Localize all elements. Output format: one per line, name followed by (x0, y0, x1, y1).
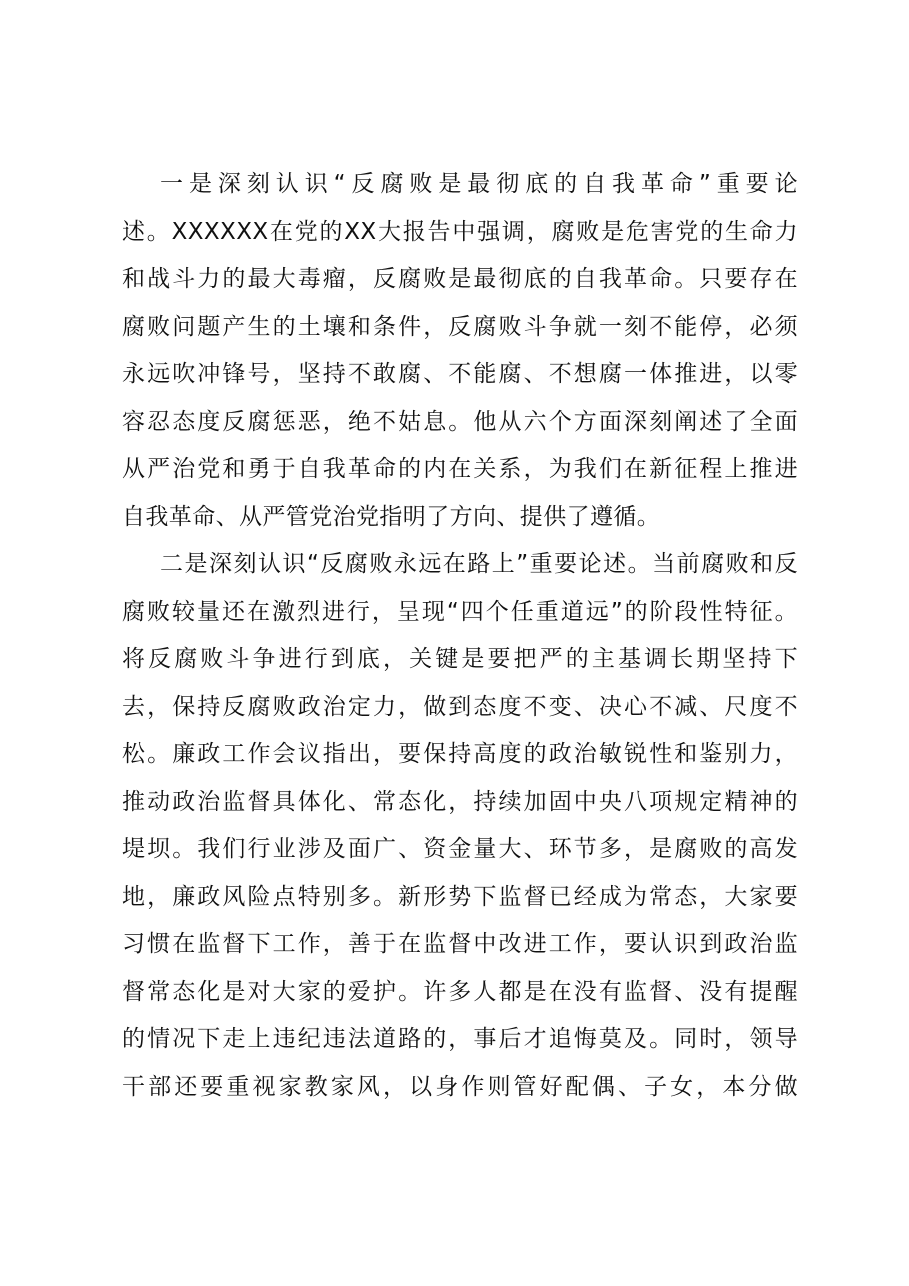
paragraph-line: 腐败较量还在激烈进行，呈现“四个任重道远”的阶段性特征。 (122, 598, 798, 625)
paragraph-line: 从严治党和勇于自我革命的内在关系，为我们在新征程上推进 (122, 456, 798, 482)
paragraph-line: 容忍态度反腐惩恶，绝不姑息。他从六个方面深刻阐述了全面 (122, 408, 798, 435)
paragraph-line: 习惯在监督下工作，善于在监督中改进工作，要认识到政治监 (122, 931, 798, 957)
paragraph-line: 将反腐败斗争进行到底，关键是要把严的主基调长期坚持下 (122, 646, 798, 672)
paragraph-line: 去，保持反腐败政治定力，做到态度不变、决心不减、尺度不 (122, 693, 798, 720)
paragraph-line: 的情况下走上违纪违法道路的，事后才追悔莫及。同时，领导 (122, 1026, 798, 1052)
paragraph-2 (122, 541, 798, 1111)
paragraph-line: 二是深刻认识“反腐败永远在路上”重要论述。当前腐败和反 (160, 551, 798, 577)
paragraph-1 (122, 161, 798, 541)
paragraph-line: 腐败问题产生的土壤和条件，反腐败斗争就一刻不能停，必须 (122, 313, 798, 340)
document-body (122, 161, 798, 1111)
paragraph-line: 干部还要重视家教家风，以身作则管好配偶、子女，本分做 (122, 1073, 798, 1100)
paragraph-line: 地，廉政风险点特别多。新形势下监督已经成为常态，大家要 (122, 883, 798, 910)
paragraph-line: 永远吹冲锋号，坚持不敢腐、不能腐、不想腐一体推进，以零 (122, 361, 798, 387)
paragraph-line: 推动政治监督具体化、常态化，持续加固中央八项规定精神的 (122, 788, 798, 815)
paragraph-line: 和战斗力的最大毒瘤，反腐败是最彻底的自我革命。只要存在 (122, 266, 798, 292)
paragraph-line: 一是深刻认识“反腐败是最彻底的自我革命”重要论 (160, 171, 798, 197)
paragraph-line: 督常态化是对大家的爱护。许多人都是在没有监督、没有提醒 (122, 978, 798, 1005)
paragraph-line: 堤坝。我们行业涉及面广、资金量大、环节多，是腐败的高发 (122, 836, 798, 862)
paragraph-line: 松。廉政工作会议指出，要保持高度的政治敏锐性和鉴别力， (122, 741, 798, 767)
paragraph-line: 自我革命、从严管党治党指明了方向、提供了遵循。 (122, 503, 661, 530)
paragraph-line: 述。XXXXXX在党的XX大报告中强调，腐败是危害党的生命力 (122, 218, 798, 245)
